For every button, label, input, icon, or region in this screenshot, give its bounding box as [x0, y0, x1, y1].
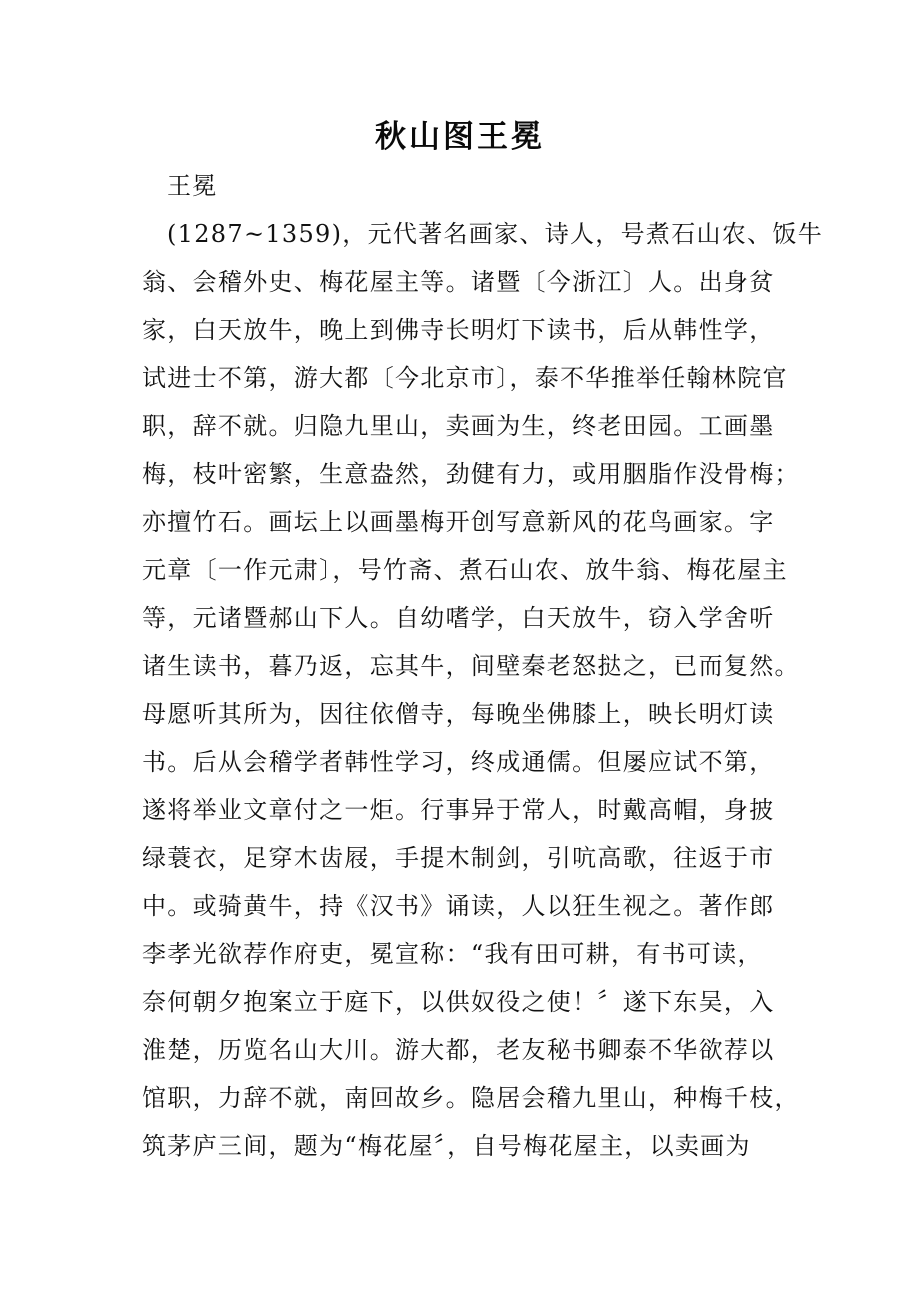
text-line: 李孝光欲荐作府吏，冕宣称：“我有田可耕，有书可读，	[142, 940, 763, 968]
text-line: 馆职，力辞不就，南回故乡。隐居会稽九里山，种梅千枝，	[142, 1084, 800, 1112]
text-line: 元章〔一作元肃〕，号竹斋、煮石山农、放牛翁、梅花屋主	[142, 556, 788, 584]
text-line: 绿蓑衣，足穿木齿屐，手提木制剑，引吭高歌，往返于市	[142, 844, 775, 872]
text-line: 筑茅庐三间，题为“梅花屋〞，自号梅花屋主，以卖画为	[142, 1132, 751, 1160]
text-line: 母愿听其所为，因往依僧寺，每晚坐佛膝上，映长明灯读	[142, 700, 775, 728]
text-line: 奈何朝夕抱案立于庭下，以供奴役之使！〞遂下东吴，入	[142, 988, 775, 1016]
text-line: (1287~1359)，元代著名画家、诗人，号煮石山农、饭牛	[167, 220, 823, 248]
text-line: 书。后从会稽学者韩性学习，终成通儒。但屡应试不第，	[142, 748, 775, 776]
text-line: 家，白天放牛，晚上到佛寺长明灯下读书，后从韩性学，	[142, 316, 775, 344]
text-line: 翁、会稽外史、梅花屋主等。诸暨〔今浙江〕人。出身贫	[142, 268, 775, 296]
text-line: 王冕	[167, 172, 218, 200]
text-line: 职，辞不就。归隐九里山，卖画为生，终老田园。工画墨	[142, 412, 775, 440]
document-title: 秋山图王冕	[375, 119, 545, 155]
text-line: 试进士不第，游大都〔今北京市〕，泰不华推举任翰林院官	[142, 364, 788, 392]
text-line: 中。或骑黄牛，持《汉书》诵读，人以狂生视之。著作郎	[142, 892, 775, 920]
text-line: 遂将举业文章付之一炬。行事异于常人，时戴高帽，身披	[142, 796, 775, 824]
text-line: 亦擅竹石。画坛上以画墨梅开创写意新风的花鸟画家。字	[142, 508, 775, 536]
text-line: 等，元诸暨郝山下人。自幼嗜学，白天放牛，窃入学舍听	[142, 604, 775, 632]
text-line: 梅，枝叶密繁，生意盎然，劲健有力，或用胭脂作没骨梅；	[142, 460, 800, 488]
text-line: 诸生读书，暮乃返，忘其牛，间壁秦老怒挞之，已而复然。	[142, 652, 800, 680]
text-line: 淮楚，历览名山大川。游大都，老友秘书卿泰不华欲荐以	[142, 1036, 775, 1064]
